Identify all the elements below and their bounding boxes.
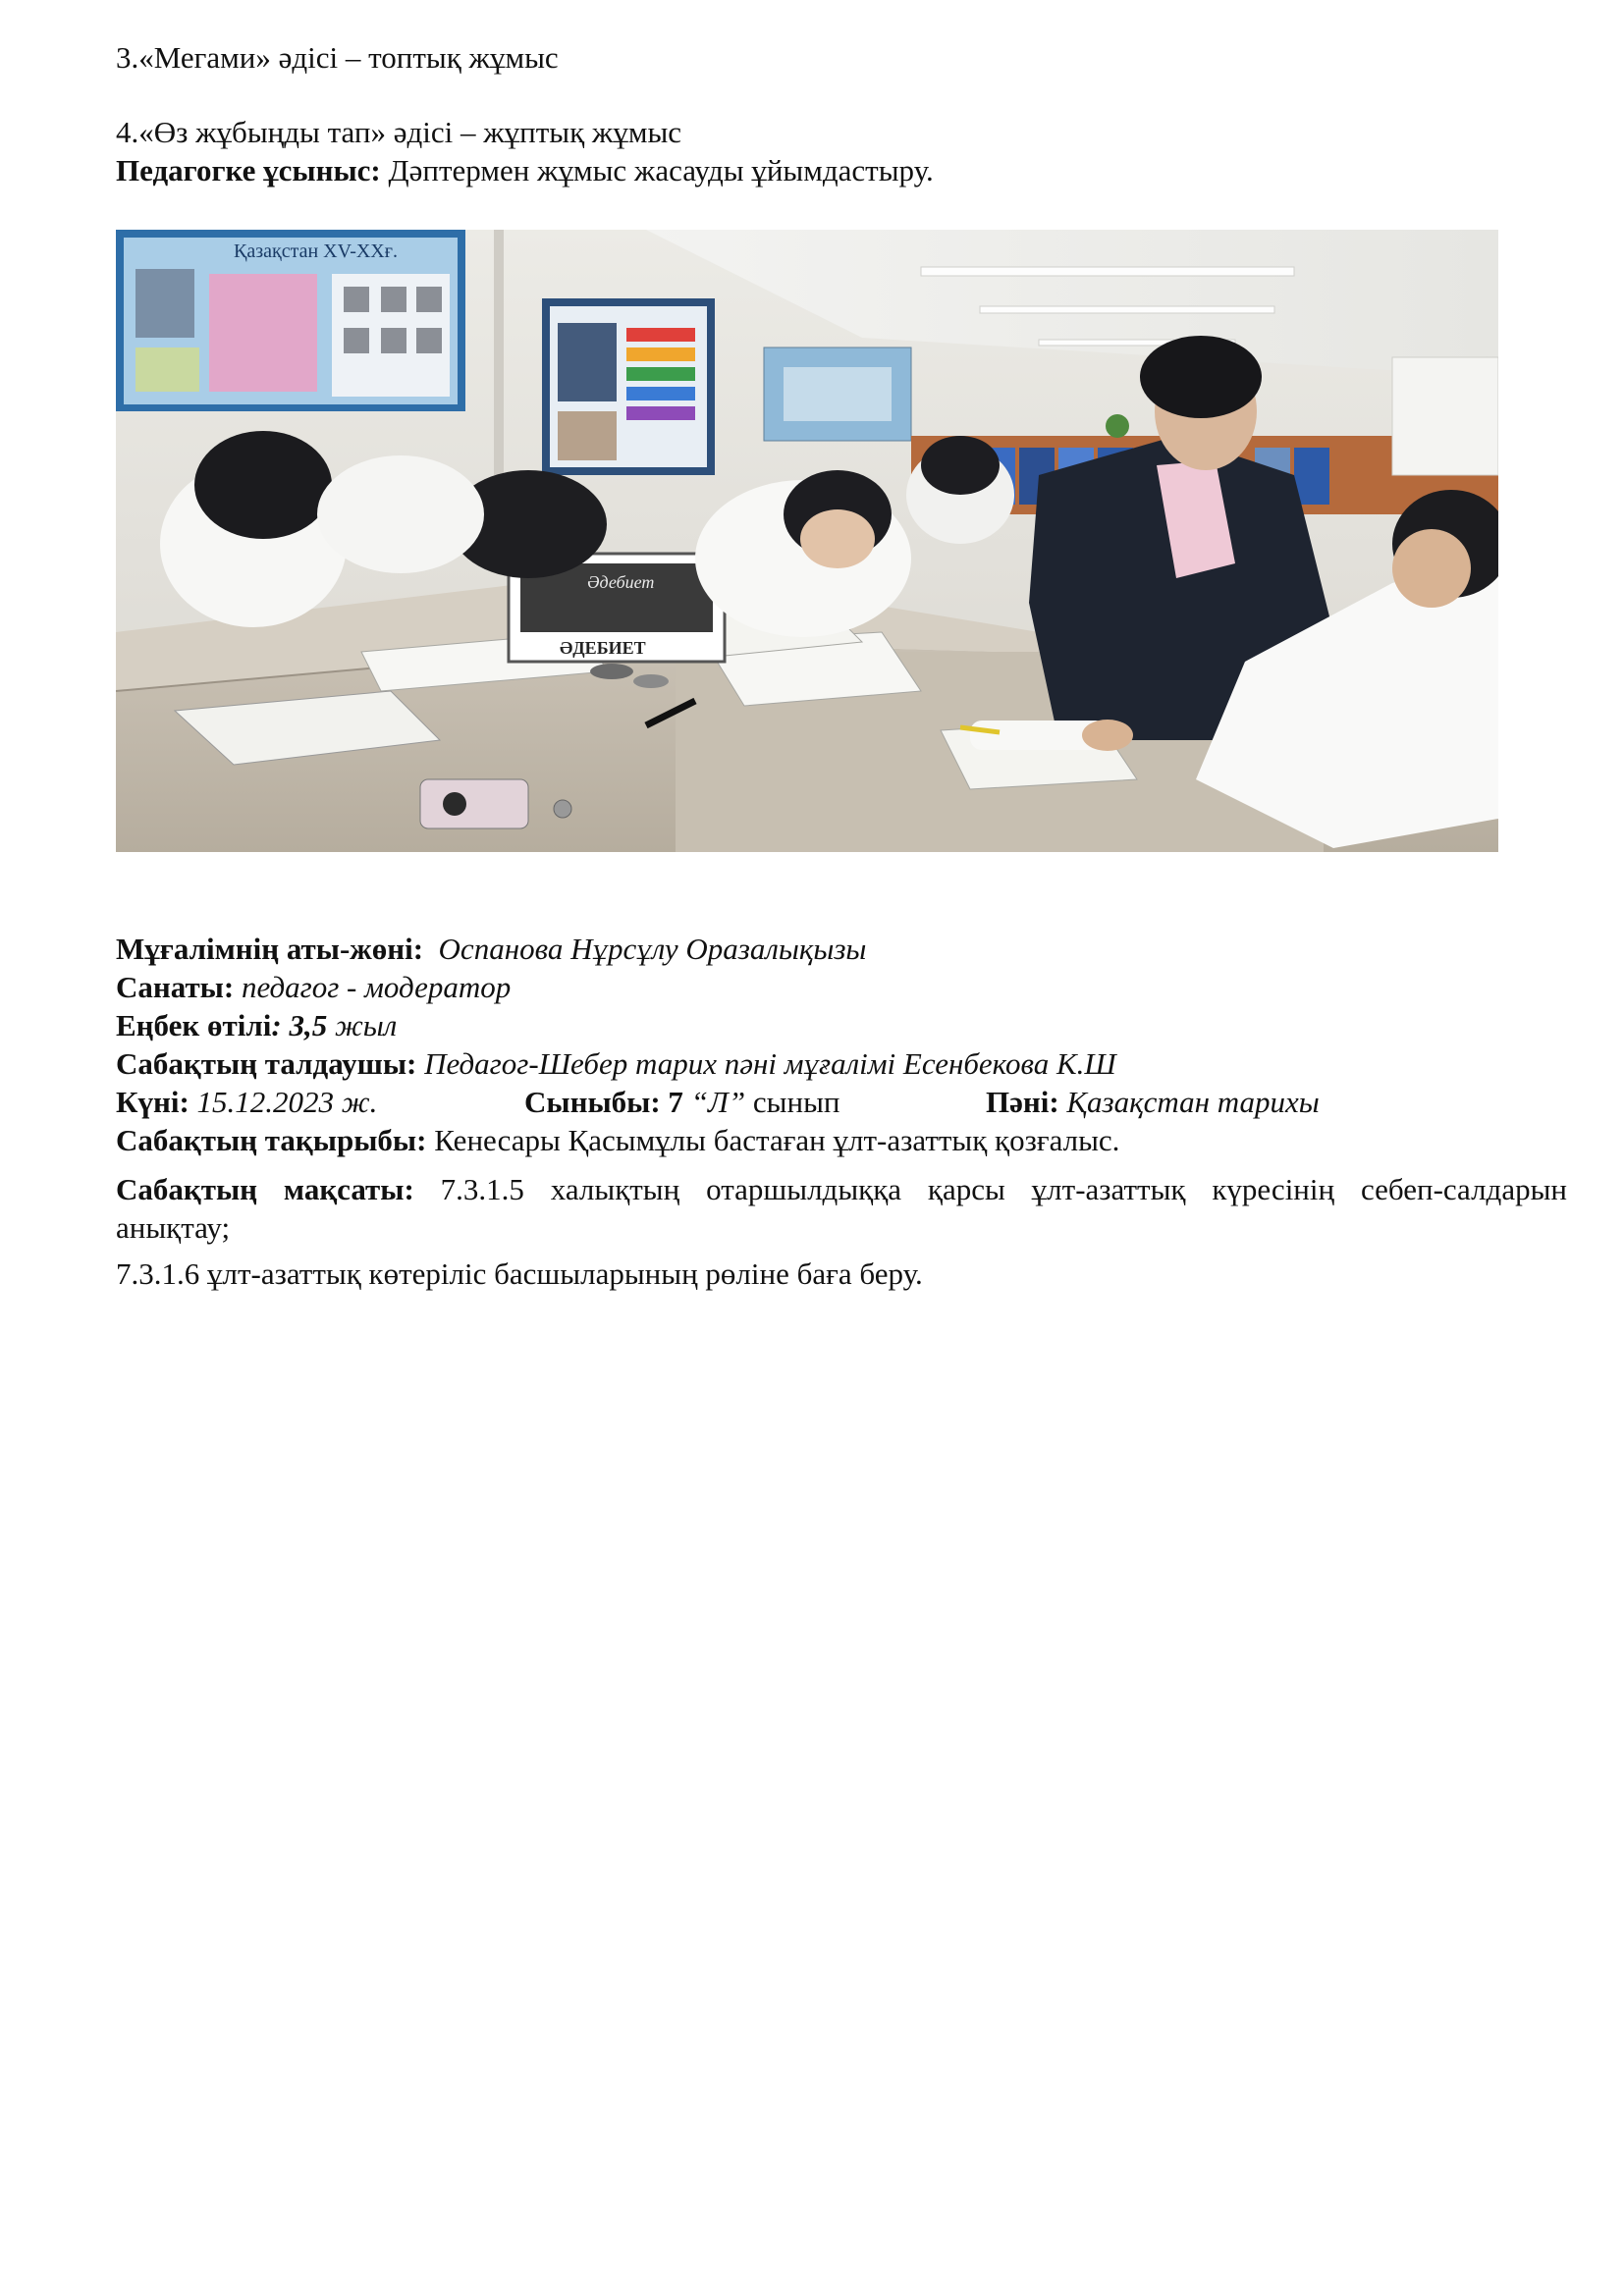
experience-line	[116, 1007, 397, 1044]
goal-line-2: анықтау;	[116, 1210, 231, 1245]
poster-title: Қазақстан XV-XXғ.	[234, 240, 398, 262]
teacher-label: Мұғалімнің аты-жөні:	[116, 932, 424, 966]
recommendation-line	[116, 152, 934, 189]
goal-label: Сабақтың мақсаты:	[116, 1172, 414, 1206]
category-value: педагог - модератор	[241, 970, 512, 1004]
classroom-photo	[116, 230, 1498, 852]
subject-label: Пәні:	[986, 1085, 1059, 1119]
topic-value: Кенесары Қасымұлы бастаған ұлт-азаттық қозғалыс.	[434, 1123, 1120, 1157]
recommendation-text: Дәптермен жұмыс жасауды ұйымдастыру.	[380, 153, 934, 187]
date-line	[116, 1084, 377, 1121]
experience-label: Еңбек өтілі	[116, 1008, 272, 1042]
method-3-line: 3.«Мегами» әдісі – топтық жұмыс	[116, 40, 559, 75]
experience-colon: :	[271, 1008, 282, 1042]
analyst-value: Педагог-Шебер тарих пәні мұғалімі Есенбекова К.Ш	[424, 1046, 1116, 1081]
subject-info	[986, 1084, 1320, 1121]
subject-value: Қазақстан тарихы	[1066, 1085, 1320, 1119]
analyst-label: Сабақтың талдаушы:	[116, 1046, 417, 1081]
goal-line-3: 7.3.1.6 ұлт-азаттық көтеріліс басшыларының рөліне баға беру.	[116, 1256, 923, 1291]
category-label: Санаты:	[116, 970, 235, 1004]
class-suffix: сынып	[752, 1085, 840, 1119]
method-4-line: 4.«Өз жұбыңды тап» әдісі – жұптық жұмыс	[116, 115, 682, 149]
teacher-line	[116, 931, 866, 968]
category-line	[116, 969, 511, 1006]
analyst-line	[116, 1045, 1116, 1083]
experience-number: 3,5	[289, 1008, 328, 1042]
goal-line-1	[116, 1171, 1567, 1208]
teacher-name: Оспанова Нұрсұлу Оразалықызы	[438, 932, 867, 966]
topic-line	[116, 1122, 1119, 1159]
class-label: Сыныбы: 7	[524, 1085, 683, 1119]
photo-sign-script: Әдебиет	[587, 572, 655, 592]
class-info	[524, 1084, 840, 1121]
date-label: Күні:	[116, 1085, 189, 1119]
goal-text-1: 7.3.1.5 халықтың отаршылдыққа қарсы ұлт-азаттық күресінің себеп-салдарын	[440, 1172, 1567, 1206]
recommendation-label: Педагогке ұсыныс:	[116, 153, 381, 187]
photo-sign-label: ӘДЕБИЕТ	[560, 638, 646, 658]
topic-label: Сабақтың тақырыбы:	[116, 1123, 427, 1157]
experience-unit: жыл	[334, 1008, 398, 1042]
class-letter: “Л”	[690, 1085, 746, 1119]
date-value: 15.12.2023 ж.	[196, 1085, 378, 1119]
